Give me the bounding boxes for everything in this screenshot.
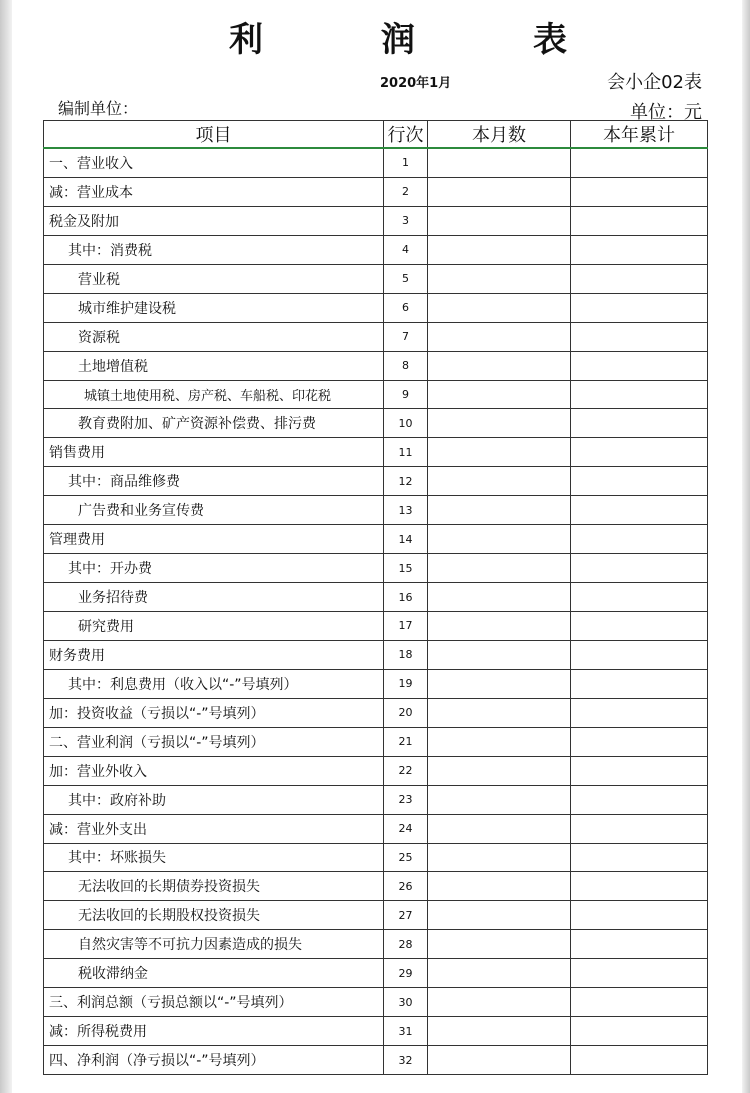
row-line-number: 27 xyxy=(384,901,428,930)
table-row xyxy=(44,785,708,814)
row-line-number: 12 xyxy=(384,467,428,496)
row-line-number: 15 xyxy=(384,554,428,583)
current-month-amount-cell[interactable] xyxy=(428,525,571,554)
row-item-label: 自然灾害等不可抗力因素造成的损失 xyxy=(44,930,384,959)
row-line-number: 8 xyxy=(384,351,428,380)
row-line-number: 4 xyxy=(384,235,428,264)
row-line-number: 18 xyxy=(384,640,428,669)
table-row xyxy=(44,756,708,785)
row-item-label: 其中：利息费用（收入以“-”号填列） xyxy=(44,669,384,698)
row-line-number: 11 xyxy=(384,438,428,467)
table-row xyxy=(44,351,708,380)
row-line-number: 13 xyxy=(384,496,428,525)
row-line-number: 23 xyxy=(384,785,428,814)
year-to-date-amount-cell[interactable] xyxy=(571,756,708,785)
row-item-label: 三、利润总额（亏损总额以“-”号填列） xyxy=(44,988,384,1017)
row-line-number: 32 xyxy=(384,1046,428,1075)
row-line-number: 22 xyxy=(384,756,428,785)
table-row xyxy=(44,206,708,235)
page-title: 利 润 表 xyxy=(229,20,609,60)
left-page-shadow xyxy=(0,0,12,1093)
year-to-date-amount-cell[interactable] xyxy=(571,930,708,959)
row-item-label: 其中：消费税 xyxy=(44,235,384,264)
compiler-label: 编制单位： xyxy=(58,99,139,118)
row-item-label: 减：营业外支出 xyxy=(44,814,384,843)
current-month-amount-cell[interactable] xyxy=(428,206,571,235)
year-to-date-amount-cell[interactable] xyxy=(571,322,708,351)
row-item-label: 管理费用 xyxy=(44,525,384,554)
row-item-label: 研究费用 xyxy=(44,612,384,641)
current-month-amount-cell[interactable] xyxy=(428,496,571,525)
row-item-label: 其中：开办费 xyxy=(44,554,384,583)
row-item-label: 土地增值税 xyxy=(44,351,384,380)
current-month-amount-cell[interactable] xyxy=(428,409,571,438)
current-month-amount-cell[interactable] xyxy=(428,554,571,583)
income-statement-sheet xyxy=(12,0,742,1093)
table-row xyxy=(44,612,708,641)
row-item-label: 减：所得税费用 xyxy=(44,1017,384,1046)
table-row xyxy=(44,438,708,467)
current-month-amount-cell[interactable] xyxy=(428,351,571,380)
current-month-amount-cell[interactable] xyxy=(428,380,571,409)
right-page-shadow xyxy=(742,0,750,1093)
form-code: 会小企02表 xyxy=(607,72,702,93)
row-item-label: 教育费附加、矿产资源补偿费、排污费 xyxy=(44,409,384,438)
table-row xyxy=(44,843,708,872)
year-to-date-amount-cell[interactable] xyxy=(571,467,708,496)
row-item-label: 营业税 xyxy=(44,264,384,293)
current-month-amount-cell[interactable] xyxy=(428,1046,571,1075)
current-month-amount-cell[interactable] xyxy=(428,1017,571,1046)
year-to-date-amount-cell[interactable] xyxy=(571,1046,708,1075)
year-to-date-amount-cell[interactable] xyxy=(571,669,708,698)
current-month-amount-cell[interactable] xyxy=(428,959,571,988)
year-to-date-amount-cell[interactable] xyxy=(571,264,708,293)
unit-label: 单位：元 xyxy=(630,102,702,123)
year-to-date-amount-cell[interactable] xyxy=(571,206,708,235)
income-table xyxy=(43,120,708,1075)
year-to-date-amount-cell[interactable] xyxy=(571,235,708,264)
row-line-number: 31 xyxy=(384,1017,428,1046)
table-row xyxy=(44,235,708,264)
row-line-number: 2 xyxy=(384,177,428,206)
table-row xyxy=(44,496,708,525)
column-header-current-month: 本月数 xyxy=(428,121,571,149)
table-body xyxy=(44,148,708,1075)
row-line-number: 25 xyxy=(384,843,428,872)
current-month-amount-cell[interactable] xyxy=(428,583,571,612)
year-to-date-amount-cell[interactable] xyxy=(571,177,708,206)
row-line-number: 5 xyxy=(384,264,428,293)
table-row xyxy=(44,872,708,901)
year-to-date-amount-cell[interactable] xyxy=(571,612,708,641)
table-row xyxy=(44,814,708,843)
column-header-line-no: 行次 xyxy=(384,121,428,149)
row-item-label: 二、营业利润（亏损以“-”号填列） xyxy=(44,727,384,756)
current-month-amount-cell[interactable] xyxy=(428,901,571,930)
current-month-amount-cell[interactable] xyxy=(428,785,571,814)
row-item-label: 一、营业收入 xyxy=(44,148,384,177)
year-to-date-amount-cell[interactable] xyxy=(571,380,708,409)
year-to-date-amount-cell[interactable] xyxy=(571,872,708,901)
row-item-label: 财务费用 xyxy=(44,640,384,669)
table-row xyxy=(44,148,708,177)
row-item-label: 业务招待费 xyxy=(44,583,384,612)
current-month-amount-cell[interactable] xyxy=(428,264,571,293)
row-item-label: 其中：坏账损失 xyxy=(44,843,384,872)
current-month-amount-cell[interactable] xyxy=(428,988,571,1017)
row-item-label: 四、净利润（净亏损以“-”号填列） xyxy=(44,1046,384,1075)
current-month-amount-cell[interactable] xyxy=(428,322,571,351)
row-item-label: 无法收回的长期债券投资损失 xyxy=(44,872,384,901)
year-to-date-amount-cell[interactable] xyxy=(571,554,708,583)
row-item-label: 城镇土地使用税、房产税、车船税、印花税 xyxy=(44,380,384,409)
current-month-amount-cell[interactable] xyxy=(428,698,571,727)
row-line-number: 30 xyxy=(384,988,428,1017)
year-to-date-amount-cell[interactable] xyxy=(571,814,708,843)
year-to-date-amount-cell[interactable] xyxy=(571,351,708,380)
year-to-date-amount-cell[interactable] xyxy=(571,959,708,988)
year-to-date-amount-cell[interactable] xyxy=(571,1017,708,1046)
row-line-number: 20 xyxy=(384,698,428,727)
year-to-date-amount-cell[interactable] xyxy=(571,901,708,930)
table-row xyxy=(44,1017,708,1046)
row-item-label: 其中：政府补助 xyxy=(44,785,384,814)
row-line-number: 29 xyxy=(384,959,428,988)
year-to-date-amount-cell[interactable] xyxy=(571,785,708,814)
table-row xyxy=(44,959,708,988)
year-to-date-amount-cell[interactable] xyxy=(571,409,708,438)
year-to-date-amount-cell[interactable] xyxy=(571,583,708,612)
table-row xyxy=(44,467,708,496)
row-line-number: 26 xyxy=(384,872,428,901)
year-to-date-amount-cell[interactable] xyxy=(571,438,708,467)
current-month-amount-cell[interactable] xyxy=(428,467,571,496)
row-item-label: 无法收回的长期股权投资损失 xyxy=(44,901,384,930)
column-header-year-to-date: 本年累计 xyxy=(571,121,708,149)
current-month-amount-cell[interactable] xyxy=(428,438,571,467)
table-row xyxy=(44,554,708,583)
year-to-date-amount-cell[interactable] xyxy=(571,496,708,525)
table-row xyxy=(44,177,708,206)
row-line-number: 9 xyxy=(384,380,428,409)
table-header-row xyxy=(44,121,708,149)
row-item-label: 资源税 xyxy=(44,322,384,351)
row-item-label: 城市维护建设税 xyxy=(44,293,384,322)
current-month-amount-cell[interactable] xyxy=(428,640,571,669)
table-row xyxy=(44,930,708,959)
row-line-number: 21 xyxy=(384,727,428,756)
current-month-amount-cell[interactable] xyxy=(428,235,571,264)
row-item-label: 销售费用 xyxy=(44,438,384,467)
row-line-number: 3 xyxy=(384,206,428,235)
row-line-number: 10 xyxy=(384,409,428,438)
current-month-amount-cell[interactable] xyxy=(428,814,571,843)
table-row xyxy=(44,380,708,409)
year-to-date-amount-cell[interactable] xyxy=(571,698,708,727)
table-row xyxy=(44,640,708,669)
row-item-label: 加：投资收益（亏损以“-”号填列） xyxy=(44,698,384,727)
table-row xyxy=(44,669,708,698)
table-row xyxy=(44,322,708,351)
row-line-number: 28 xyxy=(384,930,428,959)
table-row xyxy=(44,901,708,930)
row-item-label: 加：营业外收入 xyxy=(44,756,384,785)
table-row xyxy=(44,409,708,438)
table-row xyxy=(44,1046,708,1075)
current-month-amount-cell[interactable] xyxy=(428,177,571,206)
current-month-amount-cell[interactable] xyxy=(428,727,571,756)
row-line-number: 16 xyxy=(384,583,428,612)
table-row xyxy=(44,264,708,293)
current-month-amount-cell[interactable] xyxy=(428,930,571,959)
year-to-date-amount-cell[interactable] xyxy=(571,988,708,1017)
current-month-amount-cell[interactable] xyxy=(428,872,571,901)
report-period: 2020年1月 xyxy=(380,76,452,91)
row-line-number: 24 xyxy=(384,814,428,843)
year-to-date-amount-cell[interactable] xyxy=(571,640,708,669)
table-row xyxy=(44,988,708,1017)
current-month-amount-cell[interactable] xyxy=(428,756,571,785)
year-to-date-amount-cell[interactable] xyxy=(571,727,708,756)
row-item-label: 减：营业成本 xyxy=(44,177,384,206)
table-row xyxy=(44,583,708,612)
current-month-amount-cell[interactable] xyxy=(428,293,571,322)
current-month-amount-cell[interactable] xyxy=(428,612,571,641)
current-month-amount-cell[interactable] xyxy=(428,669,571,698)
table-row xyxy=(44,727,708,756)
income-table-wrapper xyxy=(43,120,708,1075)
year-to-date-amount-cell[interactable] xyxy=(571,525,708,554)
year-to-date-amount-cell[interactable] xyxy=(571,293,708,322)
year-to-date-amount-cell[interactable] xyxy=(571,843,708,872)
row-line-number: 1 xyxy=(384,148,428,177)
row-item-label: 税收滞纳金 xyxy=(44,959,384,988)
row-line-number: 19 xyxy=(384,669,428,698)
table-row xyxy=(44,698,708,727)
row-item-label: 其中：商品维修费 xyxy=(44,467,384,496)
row-line-number: 7 xyxy=(384,322,428,351)
table-row xyxy=(44,293,708,322)
current-month-amount-cell[interactable] xyxy=(428,148,571,177)
row-line-number: 17 xyxy=(384,612,428,641)
row-line-number: 6 xyxy=(384,293,428,322)
row-item-label: 广告费和业务宣传费 xyxy=(44,496,384,525)
current-month-amount-cell[interactable] xyxy=(428,843,571,872)
year-to-date-amount-cell[interactable] xyxy=(571,148,708,177)
column-header-item: 项目 xyxy=(44,121,384,149)
row-line-number: 14 xyxy=(384,525,428,554)
row-item-label: 税金及附加 xyxy=(44,206,384,235)
table-row xyxy=(44,525,708,554)
